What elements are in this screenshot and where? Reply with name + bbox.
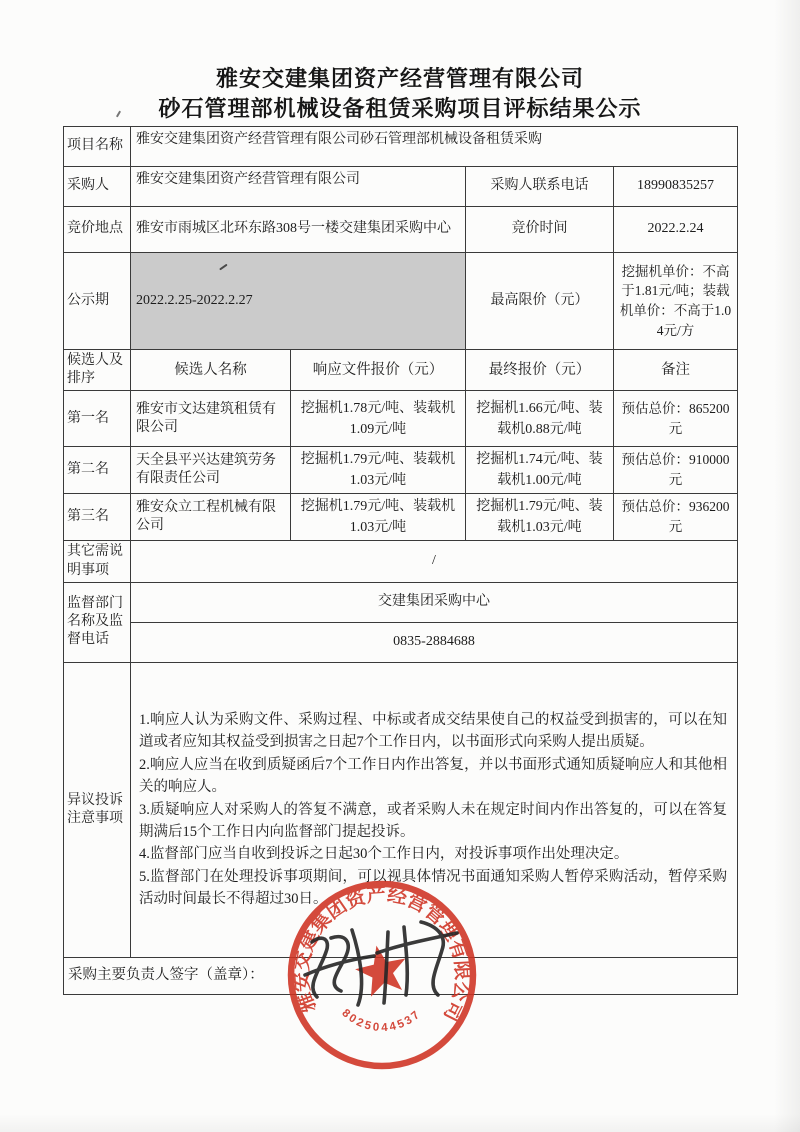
table-row <box>64 127 738 167</box>
supervision-phone-row <box>64 622 738 662</box>
other-notes-row <box>64 541 738 582</box>
objection-notice-row <box>64 662 738 957</box>
response-price-column-header: 响应文件报价（元） <box>291 350 466 391</box>
candidate-name: 雅安众立工程机械有限公司 <box>131 494 291 541</box>
supervision-department-value: 交建集团采购中心 <box>131 582 738 622</box>
project-name-value: 雅安交建集团资产经营管理有限公司砂石管理部机械设备租赁采购 <box>131 127 738 167</box>
candidate-row-second <box>64 447 738 494</box>
purchaser-label: 采购人 <box>64 167 131 207</box>
document-title-line1: 雅安交建集团资产经营管理有限公司 <box>215 66 584 91</box>
signature-label: 采购主要负责人签字（盖章）： <box>64 957 738 994</box>
objection-notice-label: 异议投诉注意事项 <box>64 662 131 957</box>
signature-row <box>64 957 738 994</box>
other-notes-value: / <box>131 541 738 582</box>
candidate-row-first <box>64 391 738 447</box>
candidates-header-row <box>64 350 738 391</box>
seal-number: 8025044537 <box>339 1007 424 1035</box>
objection-item-2: 2.响应人应当在收到质疑函后7个工作日内作出答复，并以书面形式通知质疑响应人和其他相关的响应人。 <box>139 756 727 796</box>
bidding-time-value: 2022.2.24 <box>614 207 738 253</box>
candidate-response-price: 挖掘机1.78元/吨、装载机1.09元/吨 <box>291 391 466 447</box>
scan-shading-right <box>774 0 800 1132</box>
publicity-period-label: 公示期 <box>64 253 131 350</box>
candidate-response-price: 挖掘机1.79元/吨、装载机1.03元/吨 <box>291 494 466 541</box>
purchaser-phone-label: 采购人联系电话 <box>466 167 614 207</box>
supervision-phone-value: 0835-2884688 <box>131 622 738 662</box>
purchaser-phone-value: 18990835257 <box>614 167 738 207</box>
table-row <box>64 253 738 350</box>
supervision-label: 监督部门名称及监督电话 <box>64 582 131 662</box>
objection-item-4: 4.监督部门应当自收到投诉之日起30个工作日内，对投诉事项作出处理决定。 <box>139 846 629 863</box>
price-limit-value: 挖掘机单价：不高于1.81元/吨；装载机单价：不高于1.04元/方 <box>614 253 738 350</box>
bidding-time-label: 竞价时间 <box>466 207 614 253</box>
candidate-name: 天全县平兴达建筑劳务有限责任公司 <box>131 447 291 494</box>
candidate-final-price: 挖掘机1.79元/吨、装载机1.03元/吨 <box>466 494 614 541</box>
candidate-name: 雅安市文达建筑租赁有限公司 <box>131 391 291 447</box>
candidate-rank: 第一名 <box>64 391 131 447</box>
rank-column-header: 候选人及排序 <box>64 350 131 391</box>
publicity-period-value: 2022.2.25-2022.2.27 <box>136 292 253 308</box>
bid-result-table <box>63 126 738 995</box>
objection-notice-content <box>131 662 738 957</box>
candidate-final-price: 挖掘机1.74元/吨、装载机1.00元/吨 <box>466 447 614 494</box>
scan-shading-bottom <box>0 1114 800 1132</box>
seal-company-name: 雅安交建集团资产经营管理有限公司 <box>290 883 474 1026</box>
supervision-department-row <box>64 582 738 622</box>
other-notes-label: 其它需说明事项 <box>64 541 131 582</box>
document-title-line2: 砂石管理部机械设备租赁采购项目评标结果公示 <box>158 96 642 121</box>
bidding-location-value: 雅安市雨城区北环东路308号一楼交建集团采购中心 <box>131 207 466 253</box>
bidding-location-label: 竞价地点 <box>64 207 131 253</box>
table-row <box>64 207 738 253</box>
candidate-remark: 预估总价：910000元 <box>614 447 738 494</box>
candidate-response-price: 挖掘机1.79元/吨、装载机1.03元/吨 <box>291 447 466 494</box>
candidate-remark: 预估总价：865200元 <box>614 391 738 447</box>
final-price-column-header: 最终报价（元） <box>466 350 614 391</box>
candidate-final-price: 挖掘机1.66元/吨、装载机0.88元/吨 <box>466 391 614 447</box>
candidate-rank: 第二名 <box>64 447 131 494</box>
objection-item-3: 3.质疑响应人对采购人的答复不满意，或者采购人未在规定时间内作出答复的，可以在答复期满后15个工作日内向监督部门提起投诉。 <box>139 801 727 840</box>
publicity-period-value-highlighted <box>131 253 466 350</box>
remark-column-header: 备注 <box>614 350 738 391</box>
project-name-label: 项目名称 <box>64 127 131 167</box>
purchaser-value: 雅安交建集团资产经营管理有限公司 <box>131 167 466 207</box>
objection-item-1: 1.响应人认为采购文件、采购过程、中标或者成交结果使自己的权益受到损害的，可以在知道或者应知其权益受到损害之日起7个工作日内，以书面形式向采购人提出质疑。 <box>139 711 727 751</box>
candidate-rank: 第三名 <box>64 494 131 541</box>
name-column-header: 候选人名称 <box>131 350 291 391</box>
candidate-row-third <box>64 494 738 541</box>
objection-item-5: 5.监督部门在处理投诉事项期间，可以视具体情况书面通知采购人暂停采购活动，暂停采购活动时间最长不得超过30日。 <box>139 868 727 908</box>
table-row <box>64 167 738 207</box>
candidate-remark: 预估总价：936200元 <box>614 494 738 541</box>
price-limit-label: 最高限价（元） <box>466 253 614 350</box>
